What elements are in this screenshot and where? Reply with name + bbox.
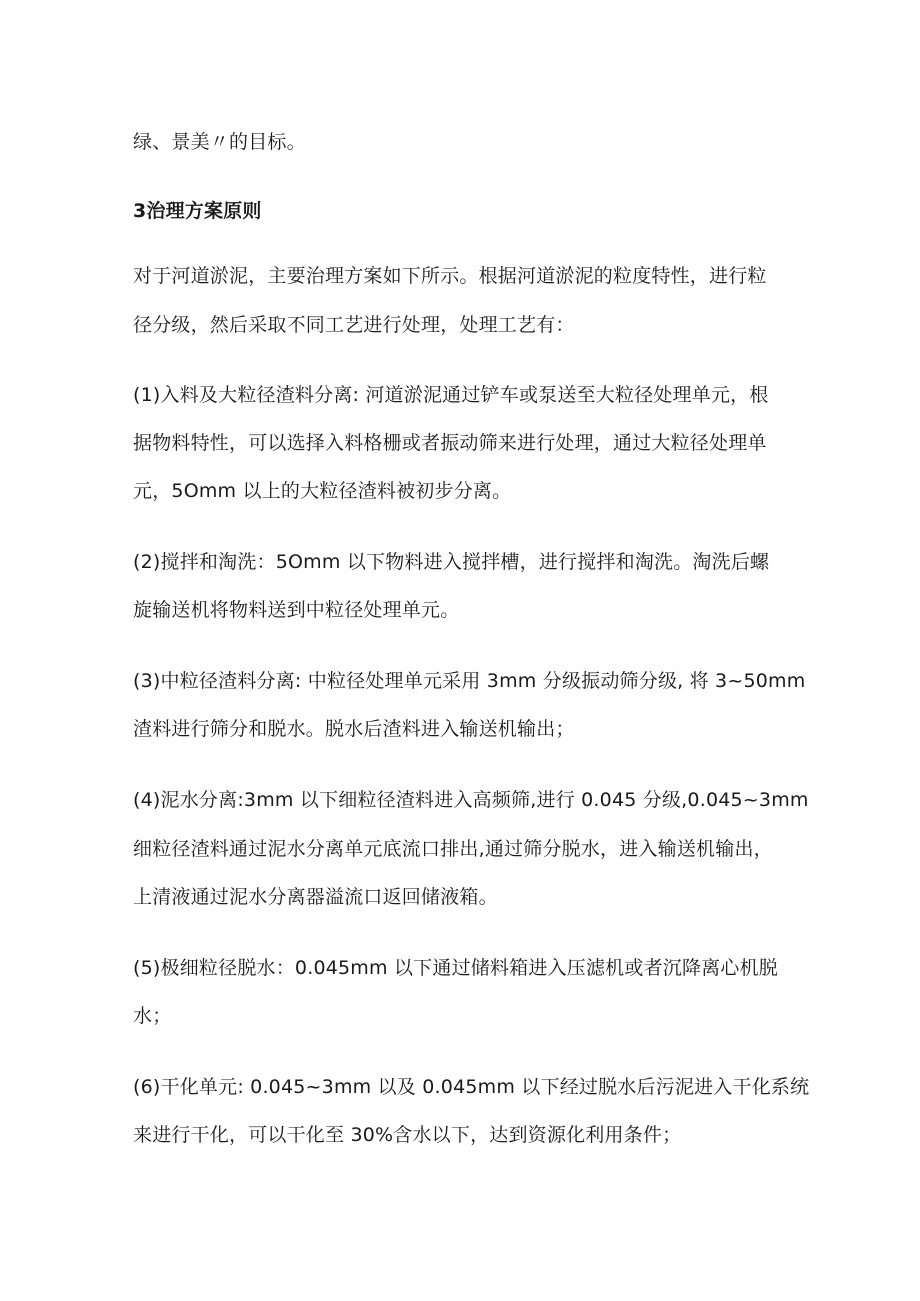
paragraph-line: 对于河道淤泥，主要治理方案如下所示。根据河道淤泥的粒度特性，进行粒 [133,265,767,287]
paragraph-line: 据物料特性，可以选择入料格栅或者振动筛来进行处理，通过大粒径处理单 [133,432,767,454]
paragraph-line: 水； [133,1005,172,1027]
paragraph-line: 元，5Omm 以上的大粒径渣料被初步分离。 [133,480,512,502]
section-heading: 3治理方案原则 [133,200,262,222]
paragraph-line: 渣料进行筛分和脱水。脱水后渣料进入输送机输出； [133,718,575,740]
paragraph-line: 旋输送机将物料送到中粒径处理单元。 [133,599,460,621]
paragraph-line: 上清液通过泥水分离器溢流口返回储液箱。 [133,886,498,908]
paragraph-line: (4)泥水分离:3mm 以下细粒径渣料进入高频筛,进行 0.045 分级,0.045~3mm [133,789,809,811]
intro-tail-line: 绿、景美〃的目标。 [133,131,306,153]
paragraph-line: (5)极细粒径脱水：0.045mm 以下通过储料箱进入压滤机或者沉降离心机脱 [133,957,778,979]
paragraph-line: (3)中粒径渣料分离: 中粒径处理单元采用 3mm 分级振动筛分级, 将 3~50mm [133,670,806,692]
paragraph-line: (6)干化单元: 0.045~3mm 以及 0.045mm 以下经过脱水后污泥进入干化系统 [133,1076,810,1098]
paragraph-line: (2)搅拌和淘洗：5Omm 以下物料进入搅拌槽，进行搅拌和淘洗。淘洗后螺 [133,551,770,573]
paragraph-line: (1)入料及大粒径渣料分离: 河道淤泥通过铲车或泵送至大粒径处理单元，根 [133,384,769,406]
paragraph-line: 径分级，然后采取不同工艺进行处理，处理工艺有： [133,314,575,336]
paragraph-line: 来进行干化，可以干化至 30%含水以下，达到资源化利用条件； [133,1124,682,1146]
paragraph-line: 细粒径渣料通过泥水分离单元底流口排出,通过筛分脱水，进入输送机输出， [133,838,773,860]
